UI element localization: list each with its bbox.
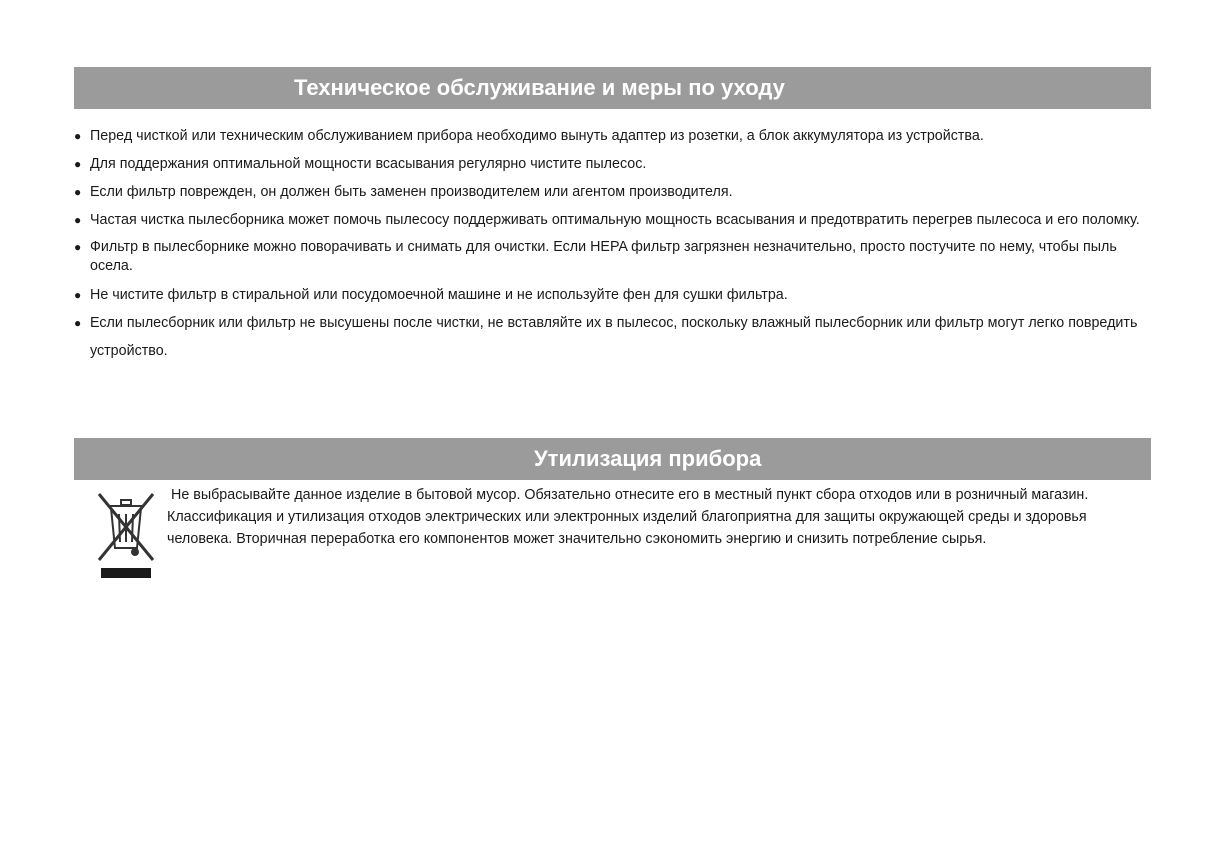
list-item [74,122,1154,150]
bullet-icon: ● [74,157,82,171]
list-item [74,150,1154,178]
bullet-icon: ● [74,288,82,302]
list-item [74,178,1154,206]
maintenance-list [74,122,1154,365]
list-item [74,281,1154,309]
list-item-text: Фильтр в пылесборнике можно поворачивать и снимать для очистки. Если HEPA фильтр загрязнен незначительно, просто постучите по нему, чтобы пыль осела. [90,239,1117,274]
list-item-text: Частая чистка пылесборника может помочь пылесосу поддерживать оптимальную мощность всасывания и предотвратить перегрев пылесоса и его поломку. [90,212,1140,228]
bullet-icon: ● [74,240,82,254]
list-item-text: Если пылесборник или фильтр не высушены после чистки, не вставляйте их в пылесос, поскольку влажный пылесборник или фильтр могут легко повредить устройство. [90,315,1138,359]
bullet-icon: ● [74,213,82,227]
weee-crossed-bin-icon [95,488,157,584]
list-item-text: Перед чисткой или техническим обслуживанием прибора необходимо вынуть адаптер из розетки, а блок аккумулятора из устройства. [90,128,984,144]
disposal-section-title: Утилизация прибора [74,438,1151,480]
list-item-text: Для поддержания оптимальной мощности всасывания регулярно чистите пылесос. [90,156,647,172]
disposal-block [95,484,1155,584]
disposal-text: Не выбрасывайте данное изделие в бытовой мусор. Обязательно отнесите его в местный пункт сбора отходов или в розничный магазин. Классификация и утилизация отходов электрических или электронных изделий благоприятна для защиты окружающей среды и здоровья человека. Вторичная переработка его компонентов может значительно сэкономить энергию и снизить потребление сырья. [167,487,1089,547]
list-item [74,206,1154,234]
list-item-text: Если фильтр поврежден, он должен быть заменен производителем или агентом производителя. [90,184,733,200]
maintenance-section-title: Техническое обслуживание и меры по уходу [74,67,1151,109]
list-item-text: Не чистите фильтр в стиральной или посудомоечной машине и не используйте фен для сушки фильтра. [90,287,788,303]
list-item [74,309,1154,365]
bullet-icon: ● [74,129,82,143]
list-item [74,234,1154,281]
bullet-icon: ● [74,316,82,330]
bullet-icon: ● [74,185,82,199]
